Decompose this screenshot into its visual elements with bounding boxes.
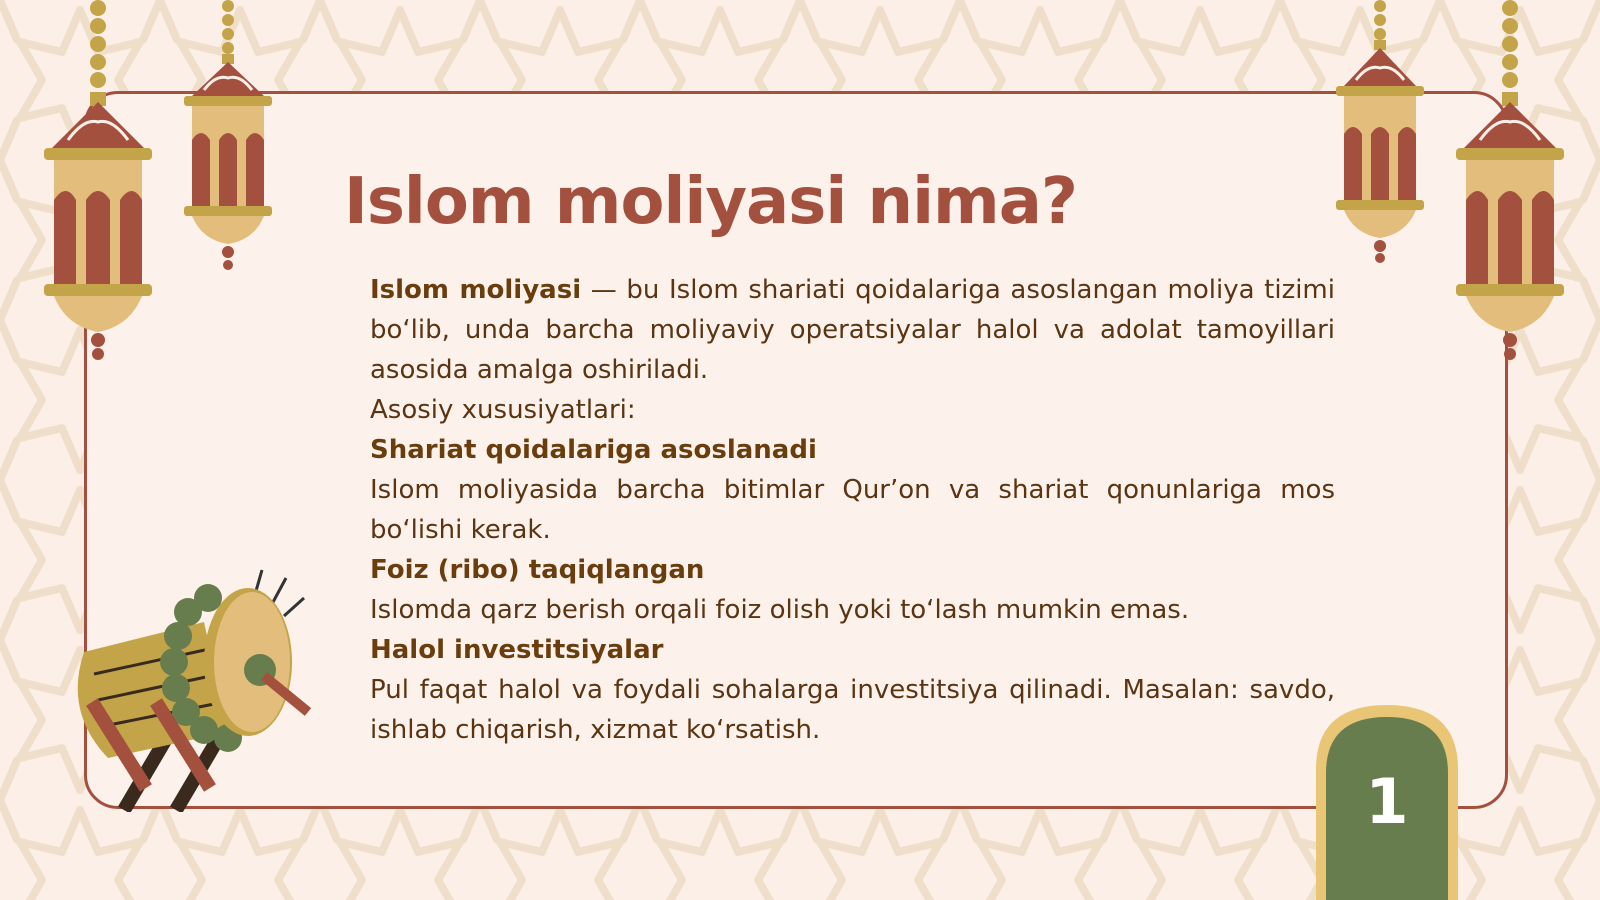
page-number-badge — [1316, 705, 1458, 900]
lantern-icon — [182, 0, 274, 275]
lantern-icon — [1334, 0, 1426, 265]
section-text: Pul faqat halol va foydali sohalarga investitsiya qilinadi. Masalan: savdo, ishlab chiqarish, xizmat ko‘rsatish. — [370, 675, 1335, 745]
section-text: Islom moliyasida barcha bitimlar Qur’on va shariat qonunlariga mos bo‘lishi kerak. — [370, 475, 1335, 545]
intro-text: — bu Islom shariati qoidalariga asoslangan moliya tizimi bo‘lib, unda barcha moliyaviy operatsiyalar halol va adolat tamoyillari asosida amalga oshiriladi. — [370, 275, 1335, 385]
features-label: Asosiy xususiyatlari: — [370, 395, 636, 425]
slide-body — [370, 270, 1335, 750]
section-heading: Halol investitsiyalar — [370, 635, 664, 665]
drum-icon — [64, 562, 324, 812]
intro-term: Islom moliyasi — [370, 275, 582, 305]
section-heading: Foiz (ribo) taqiqlangan — [370, 555, 705, 585]
section-heading: Shariat qoidalariga asoslanadi — [370, 435, 817, 465]
page-number: 1 — [1365, 765, 1409, 838]
section-text: Islomda qarz berish orqali foiz olish yoki to‘lash mumkin emas. — [370, 595, 1190, 625]
lantern-icon — [40, 0, 156, 362]
slide-title: Islom moliyasi nima? — [344, 165, 1078, 239]
lantern-icon — [1452, 0, 1568, 362]
intro-paragraph — [370, 270, 1335, 390]
